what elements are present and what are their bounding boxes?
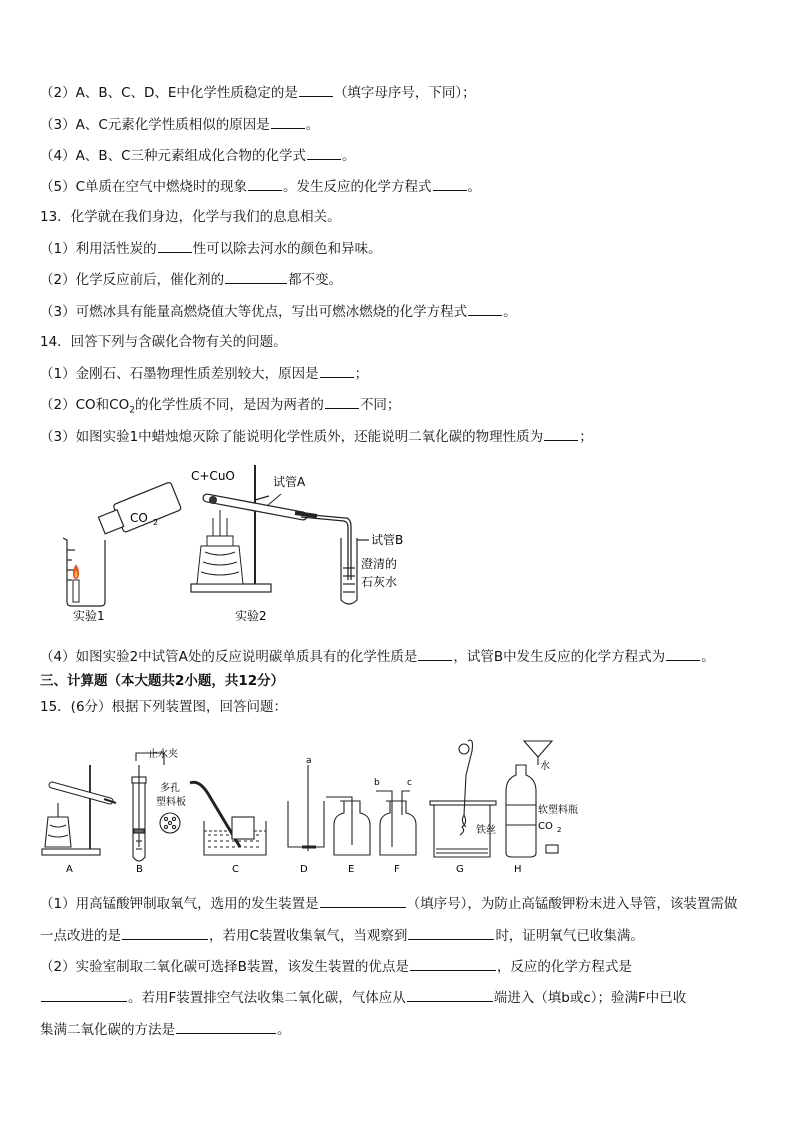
q13-line-3: （3）可燃冰具有能量高燃烧值大等优点，写出可燃冰燃烧的化学方程式 。 xyxy=(40,304,517,320)
porous-label-2: 塑料板 xyxy=(156,797,186,808)
limewater-label-2: 石灰水 xyxy=(361,575,398,589)
label-f-port-b: b xyxy=(374,778,380,788)
answer-blank[interactable] xyxy=(299,83,333,97)
experiment-1-label: 实验1 xyxy=(73,609,105,623)
answer-blank[interactable] xyxy=(248,177,282,191)
q12-line-3: （3）A、C元素化学性质相似的原因是 。 xyxy=(40,117,320,133)
apparatus-c xyxy=(190,782,266,855)
test-tube-a-label: 试管A xyxy=(273,475,306,489)
answer-blank[interactable] xyxy=(158,239,192,253)
label-h: H xyxy=(514,864,522,875)
q15-line-1: （1）用高锰酸钾制取氧气，选用的发生装置是 （填序号），为防止高锰酸钾粉末进入导管，该装置需做 xyxy=(40,896,738,912)
co2-sub: 2 xyxy=(153,518,159,527)
clamp-label: 止水夹 xyxy=(148,749,178,760)
answer-blank[interactable] xyxy=(410,957,496,971)
experiment-figure xyxy=(55,460,425,630)
test-tube-b xyxy=(341,538,369,604)
apparatus-f xyxy=(376,791,416,855)
label-a: A xyxy=(66,864,73,875)
answer-blank[interactable] xyxy=(544,427,578,441)
co2-label: CO xyxy=(130,511,148,525)
answer-blank[interactable] xyxy=(468,302,502,316)
q13-line-2: （2）化学反应前后，催化剂的 都不变。 xyxy=(40,272,343,288)
answer-blank[interactable] xyxy=(271,115,305,129)
q15-line-2: 一点改进的是 ，若用C装置收集氧气，当观察到 时，证明氧气已收集满。 xyxy=(40,928,644,944)
label-f-port-c: c xyxy=(407,778,412,788)
label-e: E xyxy=(348,864,355,875)
label-g: G xyxy=(456,864,464,875)
answer-blank[interactable] xyxy=(225,270,287,284)
q13-title: 13．化学就在我们身边，化学与我们的息息相关。 xyxy=(40,209,341,225)
q14-line-3: （3）如图实验1中蜡烛熄灭除了能说明化学性质外，还能说明二氧化碳的物理性质为 ； xyxy=(40,429,593,445)
q15-title: 15．(6分）根据下列装置图，回答问题： xyxy=(40,699,288,715)
limewater-label-1: 澄清的 xyxy=(361,557,398,571)
label-d-port: a xyxy=(306,756,312,766)
section-title: 三、计算题（本大题共2小题，共12分） xyxy=(40,673,285,689)
q12-line-5: （5）C单质在空气中燃烧时的现象 。发生反应的化学方程式 。 xyxy=(40,179,482,195)
answer-blank[interactable] xyxy=(666,647,700,661)
answer-blank[interactable] xyxy=(407,988,493,1002)
q15-line-5: 集满二氧化碳的方法是 。 xyxy=(40,1022,291,1038)
q12-line-4: （4）A、B、C三种元素组成化合物的化学式 。 xyxy=(40,148,356,164)
alcohol-lamp xyxy=(197,510,243,584)
answer-blank[interactable] xyxy=(122,926,208,940)
q13-line-1: （1）利用活性炭的 性可以除去河水的颜色和异味。 xyxy=(40,241,382,257)
apparatus-figure xyxy=(40,735,578,875)
beaker xyxy=(63,538,105,606)
porous-label-1: 多孔 xyxy=(160,783,180,794)
apparatus-d xyxy=(288,765,324,851)
experiment-2-label: 实验2 xyxy=(235,609,267,623)
label-d: D xyxy=(300,864,308,875)
apparatus-h xyxy=(506,741,558,857)
apparatus-e xyxy=(326,797,370,855)
reactant-label: C+CuO xyxy=(191,469,235,483)
answer-blank[interactable] xyxy=(320,364,354,378)
answer-blank[interactable] xyxy=(418,647,452,661)
q14-title: 14．回答下列与含碳化合物有关的问题。 xyxy=(40,334,287,350)
label-f: F xyxy=(394,864,400,875)
co2-label-h: CO xyxy=(538,821,553,832)
answer-blank[interactable] xyxy=(41,988,127,1002)
apparatus-g xyxy=(430,740,496,857)
answer-blank[interactable] xyxy=(176,1020,276,1034)
test-tube-b-label: 试管B xyxy=(371,533,404,547)
co2-sub-h: 2 xyxy=(557,826,562,834)
answer-blank[interactable] xyxy=(325,395,359,409)
label-b: B xyxy=(136,864,143,875)
soft-bottle-label: 软塑料瓶 xyxy=(538,805,578,816)
answer-blank[interactable] xyxy=(320,894,406,908)
delivery-tube xyxy=(295,513,351,580)
answer-blank[interactable] xyxy=(307,146,341,160)
label-c: C xyxy=(232,864,239,875)
answer-blank[interactable] xyxy=(433,177,467,191)
answer-blank[interactable] xyxy=(408,926,494,940)
candle-icon xyxy=(73,564,79,602)
q12-line-2: （2）A、B、C、D、E中化学性质稳定的是 （填字母序号，下同）； xyxy=(40,85,476,101)
apparatus-a xyxy=(42,765,116,855)
q15-line-4: 。若用F装置排空气法收集二氧化碳，气体应从 端进入（填b或c）；验满F中已收 xyxy=(40,988,686,1007)
q14-line-1: （1）金刚石、石墨物理性质差别较大，原因是 ； xyxy=(40,366,369,382)
q14-line-4: （4）如图实验2中试管A处的反应说明碳单质具有的化学性质是 ，试管B中发生反应的化学方程式为 。 xyxy=(40,649,715,665)
q15-line-3: （2）实验室制取二氧化碳可选择B装置，该发生装置的优点是 ，反应的化学方程式是 xyxy=(40,959,632,975)
q14-line-2: （2）CO和$CO_2$的化学性质不同，是因为两者的 不同； xyxy=(40,397,401,416)
water-label: 水 xyxy=(540,761,550,772)
iron-wire-label: 铁丝 xyxy=(476,825,496,836)
